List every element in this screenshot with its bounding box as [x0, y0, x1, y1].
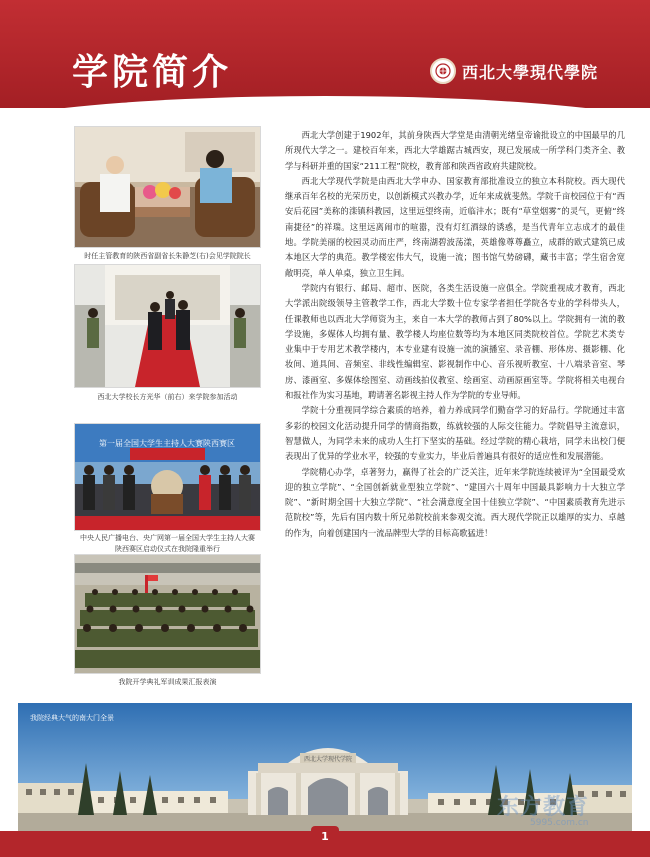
photo-caption-1: 时任主管教育的陕西省副省长朱静芝(右)会见学院院长 — [84, 252, 251, 260]
intro-text — [285, 128, 625, 541]
paragraph-2: 西北大学现代学院是由西北大学申办、国家教育部批准设立的独立本科院校。西大现代继承百年名校的光荣历史，以创新模式兴教办学，近年来成就斐然。学院千亩校园位于有“西安后花园”美称的滦镇科教园，这里远望终南，近临沣水；既有“草堂烟雾”的灵气，更俯“终南捷径”的祥瑞。这里远离闹市的喧嚣，没有灯红酒绿的诱惑，是当代青年立志成才的最佳地。学院美丽的校园灵动而庄严，终南湖碧波荡漾，英雄像尊尊矗立，成群的欧式建筑已成本地区大学的典范。教学楼宏伟大气，设施一流；图书馆气势磅礴，藏书丰富；学生宿舍宽敞明亮，单人单桌，独立卫生间。 — [285, 175, 625, 278]
paragraph-1: 西北大学创建于1902年，其前身陕西大学堂是由清朝光绪皇帝谕批设立的中国最早的几所现代大学之一。建校百年来，西北大学雄踞古城西安，现已发展成一所学科门类齐全、教学与科研并重的国家“211工程”院校，教育部和陕西省政府共建院校。 — [285, 130, 625, 171]
paragraph-4: 学院十分重视同学综合素质的培养，着力养成同学们勤奋学习的好品行。学院通过丰富多彩的校园文化活动提升同学的情商指数，练就较强的人际交往能力。学院倡导主流意识，智慧做人，为同学未来的成功人生打下坚实的基础。经过学院的精心栽培，同学未出校门便表现出了优异的学业水平，较强的专业实力，毕业后普遍具有很好的适应性和发展潜能。 — [285, 405, 625, 462]
photo-meeting — [74, 126, 261, 248]
watermark: 东方教育 — [497, 795, 590, 820]
gate-nameplate: 西北大学现代学院 — [303, 756, 353, 763]
photo-visit — [74, 264, 261, 388]
photo-caption-3-line-1: 中央人民广播电台、央广网第一届全国大学生主持人大赛 — [80, 534, 255, 542]
photo-caption-3-line-2: 陕西赛区启动仪式在我院隆重举行 — [115, 545, 220, 553]
emblem-icon — [430, 58, 456, 84]
page-title: 学院简介 — [72, 52, 233, 93]
paragraph-5: 学院精心办学，卓著努力，赢得了社会的广泛关注，近年来学院连续被评为“全国最受欢迎的独立学院”、“全国创新就业型独立学院”、“建国六十周年中国最具影响力十大独立学院”、“新时期全国十大独立学院”、“社会满意度全国十佳独立学院”、“中国素质教育先进示范院校”等，先后有国内数十所兄弟院校前来参观交流。西大现代学院正以雄厚的实力、卓越的作为，向着创建国内一流品牌型大学的目标高歌猛进！ — [285, 466, 625, 538]
page-number: 1 — [311, 826, 339, 848]
photo-caption-4: 我院开学典礼军训成果汇报表演 — [118, 678, 217, 686]
photo-caption-3 — [70, 533, 265, 555]
photo-ceremony — [74, 423, 261, 531]
photo-military-training — [74, 554, 261, 674]
banner-text: 第一届全国大学生主持人大赛陕西赛区 — [99, 439, 235, 448]
panorama-caption: 我院经典大气的南大门全景 — [30, 714, 114, 722]
photo-caption-2: 西北大学校长方光华（前右）来学院参加活动 — [97, 393, 238, 401]
logo-text: 西北大學現代學院 — [462, 62, 599, 82]
paragraph-3: 学院内有银行、邮局、超市、医院，各类生活设施一应俱全。学院重视成才教育，西北大学派出院级领导主管教学工作，西北大学数十位专家学者担任学院各专业的学科带头人，任课教师也以西北大学师资为主，来自一本大学的教师占到了80%以上。学院拥有一流的教学设施，多媒体人均拥有量、教学楼人均座位数等均为本地区同类院校首位。学院艺术类专业集中于专用艺术教学楼内，本专业建有设施一流的演播室、录音棚、形体房、摄影棚、化妆间、道具间、音频室、非线性编辑室、影视制作中心、音乐视听教室、十八端录音室、琴房、漆画室、多媒体绘图室、动画线拍仪教室、绘画室、动画原画室等。学院将相关电视台和报社作为实习基地，聘请著名影视主持人作为学院的专业导师。 — [285, 282, 625, 401]
watermark-url: 5995.com.cn — [530, 818, 589, 828]
college-logo — [430, 58, 598, 84]
